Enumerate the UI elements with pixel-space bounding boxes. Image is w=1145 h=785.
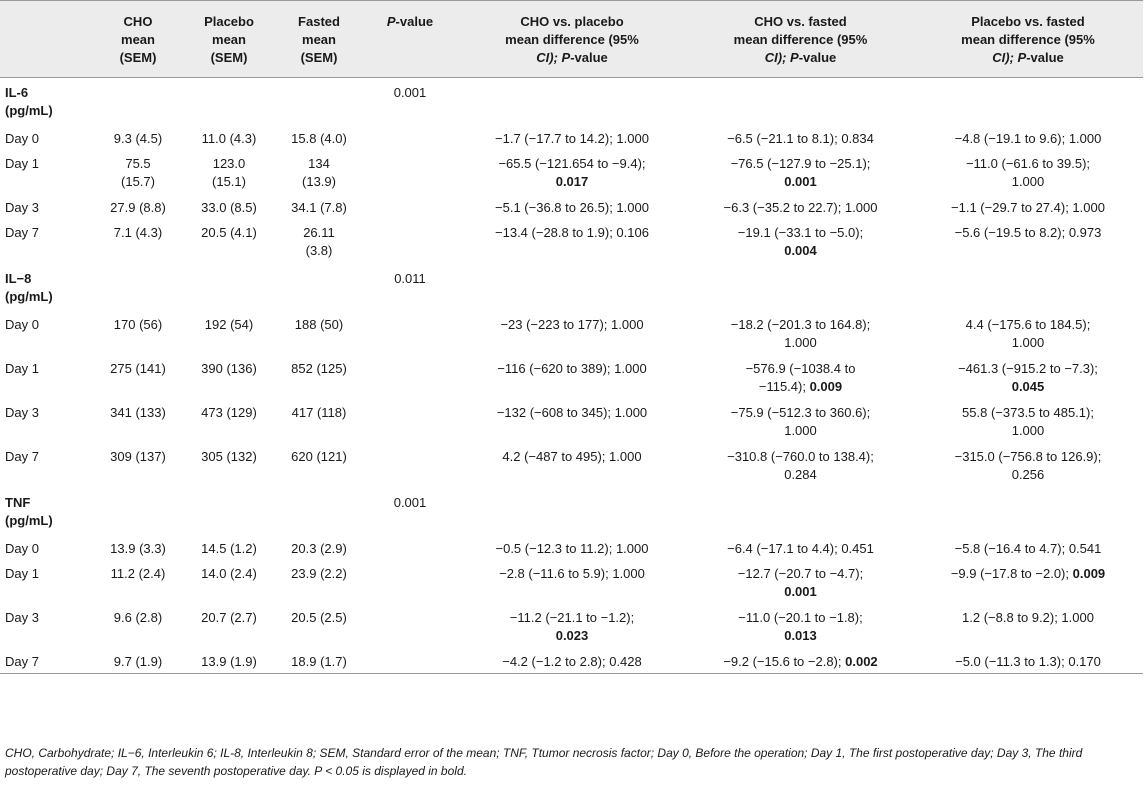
fasted-cell: 134 (13.9) — [302, 155, 336, 189]
day-cell: Day 1 — [5, 155, 39, 171]
placebo-cell: 14.0 (2.4) — [201, 565, 257, 581]
day-cell: Day 3 — [5, 199, 39, 215]
day-cell: Day 1 — [5, 565, 39, 581]
cho-cell: 9.6 (2.8) — [113, 609, 163, 625]
day-cell: Day 0 — [5, 540, 39, 556]
section-row-il8 — [0, 264, 1143, 312]
cmp3-cell: 4.4 (−175.6 to 184.5); 1.000 — [965, 316, 1091, 350]
table-header — [0, 1, 1143, 78]
cmp1-cell: −1.7 (−17.7 to 14.2); 1.000 — [495, 130, 649, 146]
table-body — [0, 78, 1143, 674]
cmp1-cell: −23 (−223 to 177); 1.000 — [500, 316, 644, 332]
section-row-tnf — [0, 488, 1143, 536]
table-row — [0, 220, 1143, 264]
cmp2-cell: −576.9 (−1038.4 to −115.4); 0.009 — [745, 360, 856, 394]
cmp1-cell: −65.5 (−121.654 to −9.4); 0.017 — [498, 155, 646, 189]
placebo-cell: 13.9 (1.9) — [184, 649, 274, 674]
cmp1-cell: −2.8 (−11.6 to 5.9); 1.000 — [499, 565, 645, 581]
placebo-cell: 192 (54) — [204, 316, 254, 332]
cmp3-cell: 55.8 (−373.5 to 485.1); 1.000 — [962, 404, 1094, 438]
table-row — [0, 649, 1143, 674]
fasted-cell: 417 (118) — [291, 404, 347, 420]
cmp3-cell: −461.3 (−915.2 to −7.3); 0.045 — [958, 360, 1098, 394]
fasted-cell: 852 (125) — [291, 360, 347, 376]
section-label: TNF (pg/mL) — [5, 494, 53, 528]
placebo-cell: 473 (129) — [201, 404, 257, 420]
table-row — [0, 126, 1143, 151]
cho-cell: 7.1 (4.3) — [113, 224, 163, 240]
cho-cell: 27.9 (8.8) — [110, 199, 166, 215]
section-pvalue: 0.001 — [393, 494, 427, 510]
cmp2-cell: −6.4 (−17.1 to 4.4); 0.451 — [727, 540, 874, 556]
fasted-cell: 23.9 (2.2) — [291, 565, 347, 581]
cmp2-cell: −12.7 (−20.7 to −4.7); 0.001 — [737, 565, 864, 599]
day-cell: Day 7 — [5, 224, 39, 240]
cho-cell: 11.2 (2.4) — [110, 565, 166, 581]
table-row — [0, 312, 1143, 356]
cmp3-cell: −5.6 (−19.5 to 8.2); 0.973 — [954, 224, 1102, 240]
cmp2-cell: −310.8 (−760.0 to 138.4); 0.284 — [727, 448, 874, 482]
placebo-cell: 305 (132) — [201, 448, 257, 464]
cho-cell: 275 (141) — [110, 360, 166, 376]
placebo-cell: 123.0 (15.1) — [212, 155, 246, 189]
day-cell: Day 3 — [5, 609, 39, 625]
cmp2-cell: −19.1 (−33.1 to −5.0); 0.004 — [737, 224, 864, 258]
table-footnote: CHO, Carbohydrate; IL−6, Interleukin 6; IL-8, Interleukin 8; SEM, Standard error of the mean; TNF, Ttumor necrosis factor; Day 0, Before the operation; Day 1, The first postoperative day; Day 3, The third postoperative day; Day 7, The seventh postoperative day. P < 0.05 is displayed in bold. — [5, 746, 1083, 778]
section-pvalue: 0.001 — [393, 85, 427, 100]
cho-cell: 309 (137) — [110, 448, 166, 464]
day-cell: Day 0 — [5, 316, 39, 332]
cmp1-cell: 4.2 (−487 to 495); 1.000 — [502, 448, 642, 464]
cmp1-cell: −4.2 (−1.2 to 2.8); 0.428 — [456, 649, 688, 674]
fasted-cell: 20.5 (2.5) — [291, 609, 347, 625]
placebo-cell: 20.7 (2.7) — [201, 609, 257, 625]
placebo-cell: 11.0 (4.3) — [201, 130, 257, 146]
section-label: IL-6 (pg/mL) — [5, 85, 53, 118]
cmp3-cell: −11.0 (−61.6 to 39.5); 1.000 — [965, 155, 1091, 189]
header-cho-vs-fasted: CHO vs. fasted mean difference (95% CI); P-value — [688, 1, 913, 78]
cmp2-cell: −18.2 (−201.3 to 164.8); 1.000 — [730, 316, 871, 350]
fasted-cell: 20.3 (2.9) — [291, 540, 347, 556]
section-pvalue: 0.011 — [394, 270, 426, 286]
cmp1-cell: −5.1 (−36.8 to 26.5); 1.000 — [495, 199, 649, 215]
cmp2-cell: −76.5 (−127.9 to −25.1); 0.001 — [730, 155, 871, 189]
cho-cell: 9.7 (1.9) — [92, 649, 184, 674]
placebo-cell: 390 (136) — [201, 360, 257, 376]
cmp1-cell: −0.5 (−12.3 to 11.2); 1.000 — [495, 540, 649, 556]
cho-cell: 9.3 (4.5) — [113, 130, 163, 146]
cmp2-cell: −75.9 (−512.3 to 360.6); 1.000 — [730, 404, 871, 438]
placebo-cell: 14.5 (1.2) — [201, 540, 257, 556]
cmp3-cell: −1.1 (−29.7 to 27.4); 1.000 — [951, 199, 1105, 215]
section-label: IL−8 (pg/mL) — [5, 270, 53, 304]
placebo-cell: 33.0 (8.5) — [201, 199, 257, 215]
table-row — [0, 400, 1143, 444]
fasted-cell: 18.9 (1.7) — [274, 649, 364, 674]
header-empty — [0, 1, 92, 78]
cmp2-cell: −6.5 (−21.1 to 8.1); 0.834 — [727, 130, 874, 146]
cmp1-cell: −11.2 (−21.1 to −1.2); 0.023 — [509, 609, 635, 643]
cmp3-cell: −5.8 (−16.4 to 4.7); 0.541 — [954, 540, 1102, 556]
day-cell: Day 1 — [5, 360, 39, 376]
cmp2-cell: −6.3 (−35.2 to 22.7); 1.000 — [723, 199, 878, 215]
fasted-cell: 15.8 (4.0) — [291, 130, 347, 146]
header-placebo: Placebo mean (SEM) — [184, 1, 274, 78]
cmp2-cell: −11.0 (−20.1 to −1.8); 0.013 — [738, 609, 863, 643]
header-cho-vs-placebo: CHO vs. placebo mean difference (95% CI); P-value — [456, 1, 688, 78]
cmp3-cell: 1.2 (−8.8 to 9.2); 1.000 — [962, 609, 1094, 625]
cho-cell: 75.5 (15.7) — [121, 155, 155, 189]
cmp1-cell: −132 (−608 to 345); 1.000 — [496, 404, 648, 420]
header-pvalue: P-value — [364, 1, 456, 78]
table-row — [0, 195, 1143, 220]
day-cell: Day 0 — [5, 130, 39, 146]
fasted-cell: 188 (50) — [294, 316, 344, 332]
table-row — [0, 356, 1143, 400]
cmp1-cell: −13.4 (−28.8 to 1.9); 0.106 — [495, 224, 649, 240]
day-cell: Day 7 — [0, 649, 92, 674]
cho-cell: 13.9 (3.3) — [110, 540, 166, 556]
cmp3-cell: −315.0 (−756.8 to 126.9); 0.256 — [954, 448, 1102, 482]
table-row — [0, 444, 1143, 488]
fasted-cell: 620 (121) — [291, 448, 347, 464]
cho-cell: 341 (133) — [110, 404, 166, 420]
header-fasted: Fasted mean (SEM) — [274, 1, 364, 78]
cmp1-cell: −116 (−620 to 389); 1.000 — [497, 360, 647, 376]
fasted-cell: 26.11 (3.8) — [303, 224, 335, 258]
cho-cell: 170 (56) — [113, 316, 163, 332]
placebo-cell: 20.5 (4.1) — [201, 224, 257, 240]
cmp3-cell: −9.9 (−17.8 to −2.0); 0.009 — [950, 565, 1106, 581]
cmp3-cell: −5.0 (−11.3 to 1.3); 0.170 — [913, 649, 1143, 674]
header-cho: CHO mean (SEM) — [92, 1, 184, 78]
day-cell: Day 3 — [5, 404, 39, 420]
table-row — [0, 536, 1143, 561]
table-row — [0, 561, 1143, 605]
header-placebo-vs-fasted: Placebo vs. fasted mean difference (95% CI); P-value — [913, 1, 1143, 78]
table-row — [0, 605, 1143, 649]
section-row-il6 — [0, 78, 1143, 126]
table-row — [0, 151, 1143, 195]
fasted-cell: 34.1 (7.8) — [291, 199, 347, 215]
cmp3-cell: −4.8 (−19.1 to 9.6); 1.000 — [954, 130, 1102, 146]
day-cell: Day 7 — [5, 448, 39, 464]
cmp2-cell: −9.2 (−15.6 to −2.8); 0.002 — [688, 649, 913, 674]
